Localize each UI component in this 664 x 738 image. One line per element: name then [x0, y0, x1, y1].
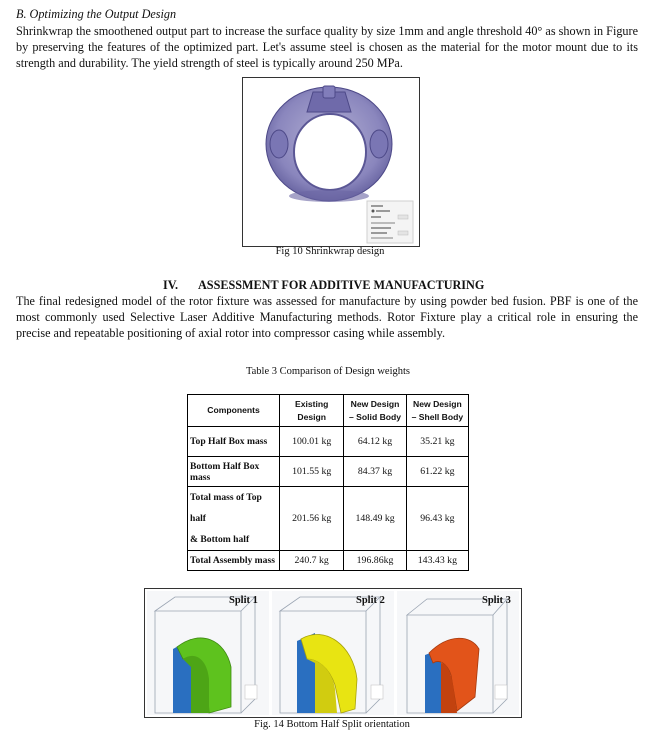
fig14-caption: Fig. 14 Bottom Half Split orientation [254, 719, 410, 730]
split3-label: Split 3 [482, 595, 511, 606]
fig10-image [242, 77, 420, 247]
shrinkwrap-render [243, 78, 419, 246]
cell-existing: 201.56 kg [280, 487, 344, 551]
table-row [188, 427, 469, 457]
design-weights-table [187, 394, 469, 571]
section-b-heading: B. Optimizing the Output Design [16, 7, 177, 21]
split1-label: Split 1 [229, 595, 258, 606]
header-components: Components [188, 395, 280, 427]
table-header-row [188, 395, 469, 427]
cell-solid: 148.49 kg [344, 487, 406, 551]
table3-caption: Table 3 Comparison of Design weights [245, 366, 411, 377]
row-label: Bottom Half Box mass [188, 457, 280, 487]
header-existing: Existing Design [280, 395, 344, 427]
split2-label: Split 2 [356, 595, 385, 606]
cell-shell: 61.22 kg [406, 457, 468, 487]
fig10-caption: Fig 10 Shrinkwrap design [275, 246, 385, 257]
row-label: Top Half Box mass [188, 427, 280, 457]
section-iv-paragraph: The final redesigned model of the rotor fixture was assessed for manufacture by using powder bed fusion. PBF is one of the most commonly used Selective Laser Additive Manufacturing methods. Rotor Fixture play a critical role in ensuring the precise and repeatable positioning of axial rotor into compressor casing while assembly. [16, 294, 638, 340]
row-label: Total mass of Top half & Bottom half [188, 487, 280, 551]
row-label: Total Assembly mass [188, 551, 280, 571]
table-row [188, 487, 469, 551]
section-iv-number: IV. [163, 278, 179, 292]
cell-existing: 240.7 kg [280, 551, 344, 571]
table-row [188, 457, 469, 487]
cell-existing: 101.55 kg [280, 457, 344, 487]
fig14-image [144, 588, 522, 718]
cell-shell: 143.43 kg [406, 551, 468, 571]
cell-shell: 35.21 kg [406, 427, 468, 457]
section-b-paragraph: Shrinkwrap the smoothened output part to increase the surface quality by size 1mm and angle threshold 40° as shown in Figure by preserving the features of the optimized part. Let's assume steel is chosen as the material for the motor mount due to its strength and durability. The yield strength of steel is typically around 250 MPa. [16, 24, 638, 70]
header-solid: New Design – Solid Body [344, 395, 406, 427]
cell-solid: 64.12 kg [344, 427, 406, 457]
cell-solid: 84.37 kg [344, 457, 406, 487]
cell-solid: 196.86kg [344, 551, 406, 571]
table-row [188, 551, 469, 571]
cell-existing: 100.01 kg [280, 427, 344, 457]
cell-shell: 96.43 kg [406, 487, 468, 551]
section-iv-title: ASSESSMENT FOR ADDITIVE MANUFACTURING [198, 278, 485, 292]
split-orientation-render [145, 589, 521, 717]
header-shell: New Design – Shell Body [406, 395, 468, 427]
